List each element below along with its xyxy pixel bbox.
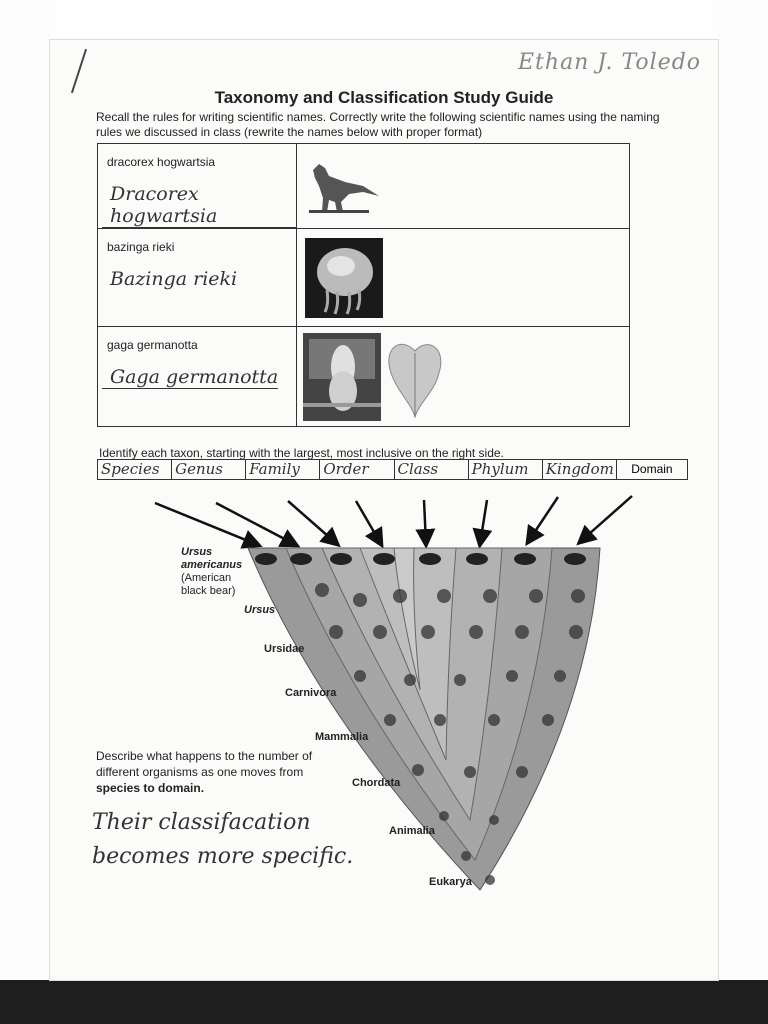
bear-icon [330,553,352,565]
taxon-domain: Domain [631,462,673,476]
bear-icon [419,553,441,565]
taxon-class: Class [395,460,469,479]
label-genus: Ursus [244,604,276,616]
arrow-species [155,503,258,545]
question-text-a: Describe what happens to the number of different organisms as one moves from [96,749,313,779]
animal-icon [454,674,466,686]
label-species-4: black bear) [181,585,236,597]
taxon-phylum: Phylum [469,460,543,479]
bear-icon [255,553,277,565]
handwritten-name: Bazinga rieki [110,268,238,290]
animal-icon [437,589,451,603]
animal-icon [404,674,416,686]
animal-icon [353,593,367,607]
animal-icon [393,589,407,603]
animal-icon [569,625,583,639]
bear-icon [466,553,488,565]
taxon-family: Family [246,460,320,479]
animal-icon [439,811,449,821]
animal-icon [483,589,497,603]
label-species-3: (American [181,572,232,584]
question-species: species [96,781,141,795]
animal-icon [529,589,543,603]
taxon-instruction: Identify each taxon, starting with the largest, most inclusive on the right side. [99,446,504,460]
bear-icon [290,553,312,565]
animal-icon [506,670,518,682]
page-title: Taxonomy and Classification Study Guide [214,88,554,107]
question-text [96,748,316,796]
printed-name: dracorex hogwartsia [107,155,216,169]
taxon-order: Order [320,460,394,479]
arrow-kingdom [528,497,558,542]
animal-icon [488,714,500,726]
answer-line-1: Their classifacation [92,810,311,835]
arrow-order [356,501,381,544]
label-domain: Eukarya [429,876,472,888]
label-family: Ursidae [264,643,305,655]
handwritten-name: Dracorex hogwartsia [102,169,296,228]
taxon-species: Species [98,460,172,479]
student-name: Ethan J. Toledo [518,50,702,75]
animal-icon [315,583,329,597]
animal-icon [354,670,366,682]
printed-name: gaga germanotta [107,338,198,352]
animal-icon [373,625,387,639]
label-order: Carnivora [285,687,337,699]
handwritten-answer [92,806,422,874]
bear-icon [373,553,395,565]
animal-icon [469,625,483,639]
answer-line-2: becomes more specific. [92,844,354,869]
animal-icon [329,625,343,639]
animal-icon [412,764,424,776]
instructions: Recall the rules for writing scientific names. Correctly write the following scientific names using the naming rules we discussed in class (rewrite the names below with proper format) [96,110,660,139]
label-kingdom: Animalia [389,825,435,837]
label-class: Mammalia [315,731,369,743]
animal-icon [554,670,566,682]
arrow-family [288,501,337,544]
handwritten-name: Gaga germanotta [102,352,278,389]
arrow-domain [580,496,632,542]
animal-icon [516,766,528,778]
animal-icon [384,714,396,726]
question-domain: domain. [158,781,205,795]
bear-icon [564,553,586,565]
animal-icon [542,714,554,726]
taxon-genus: Genus [172,460,246,479]
printed-name: bazinga rieki [107,240,175,254]
animal-icon [515,625,529,639]
animal-icon [485,875,495,885]
label-species-1: Ursus [181,546,213,558]
animal-icon [489,815,499,825]
bear-icon [514,553,536,565]
animal-icon [464,766,476,778]
label-species-2: americanus [181,559,243,571]
animal-icon [434,714,446,726]
animal-icon [461,851,471,861]
arrow-phylum [480,500,487,544]
animal-icon [571,589,585,603]
question-to: to [140,781,159,795]
animal-icon [421,625,435,639]
arrow-genus [216,503,296,545]
label-phylum: Chordata [352,777,401,789]
taxon-kingdom: Kingdom [543,460,617,479]
arrow-class [424,500,426,544]
